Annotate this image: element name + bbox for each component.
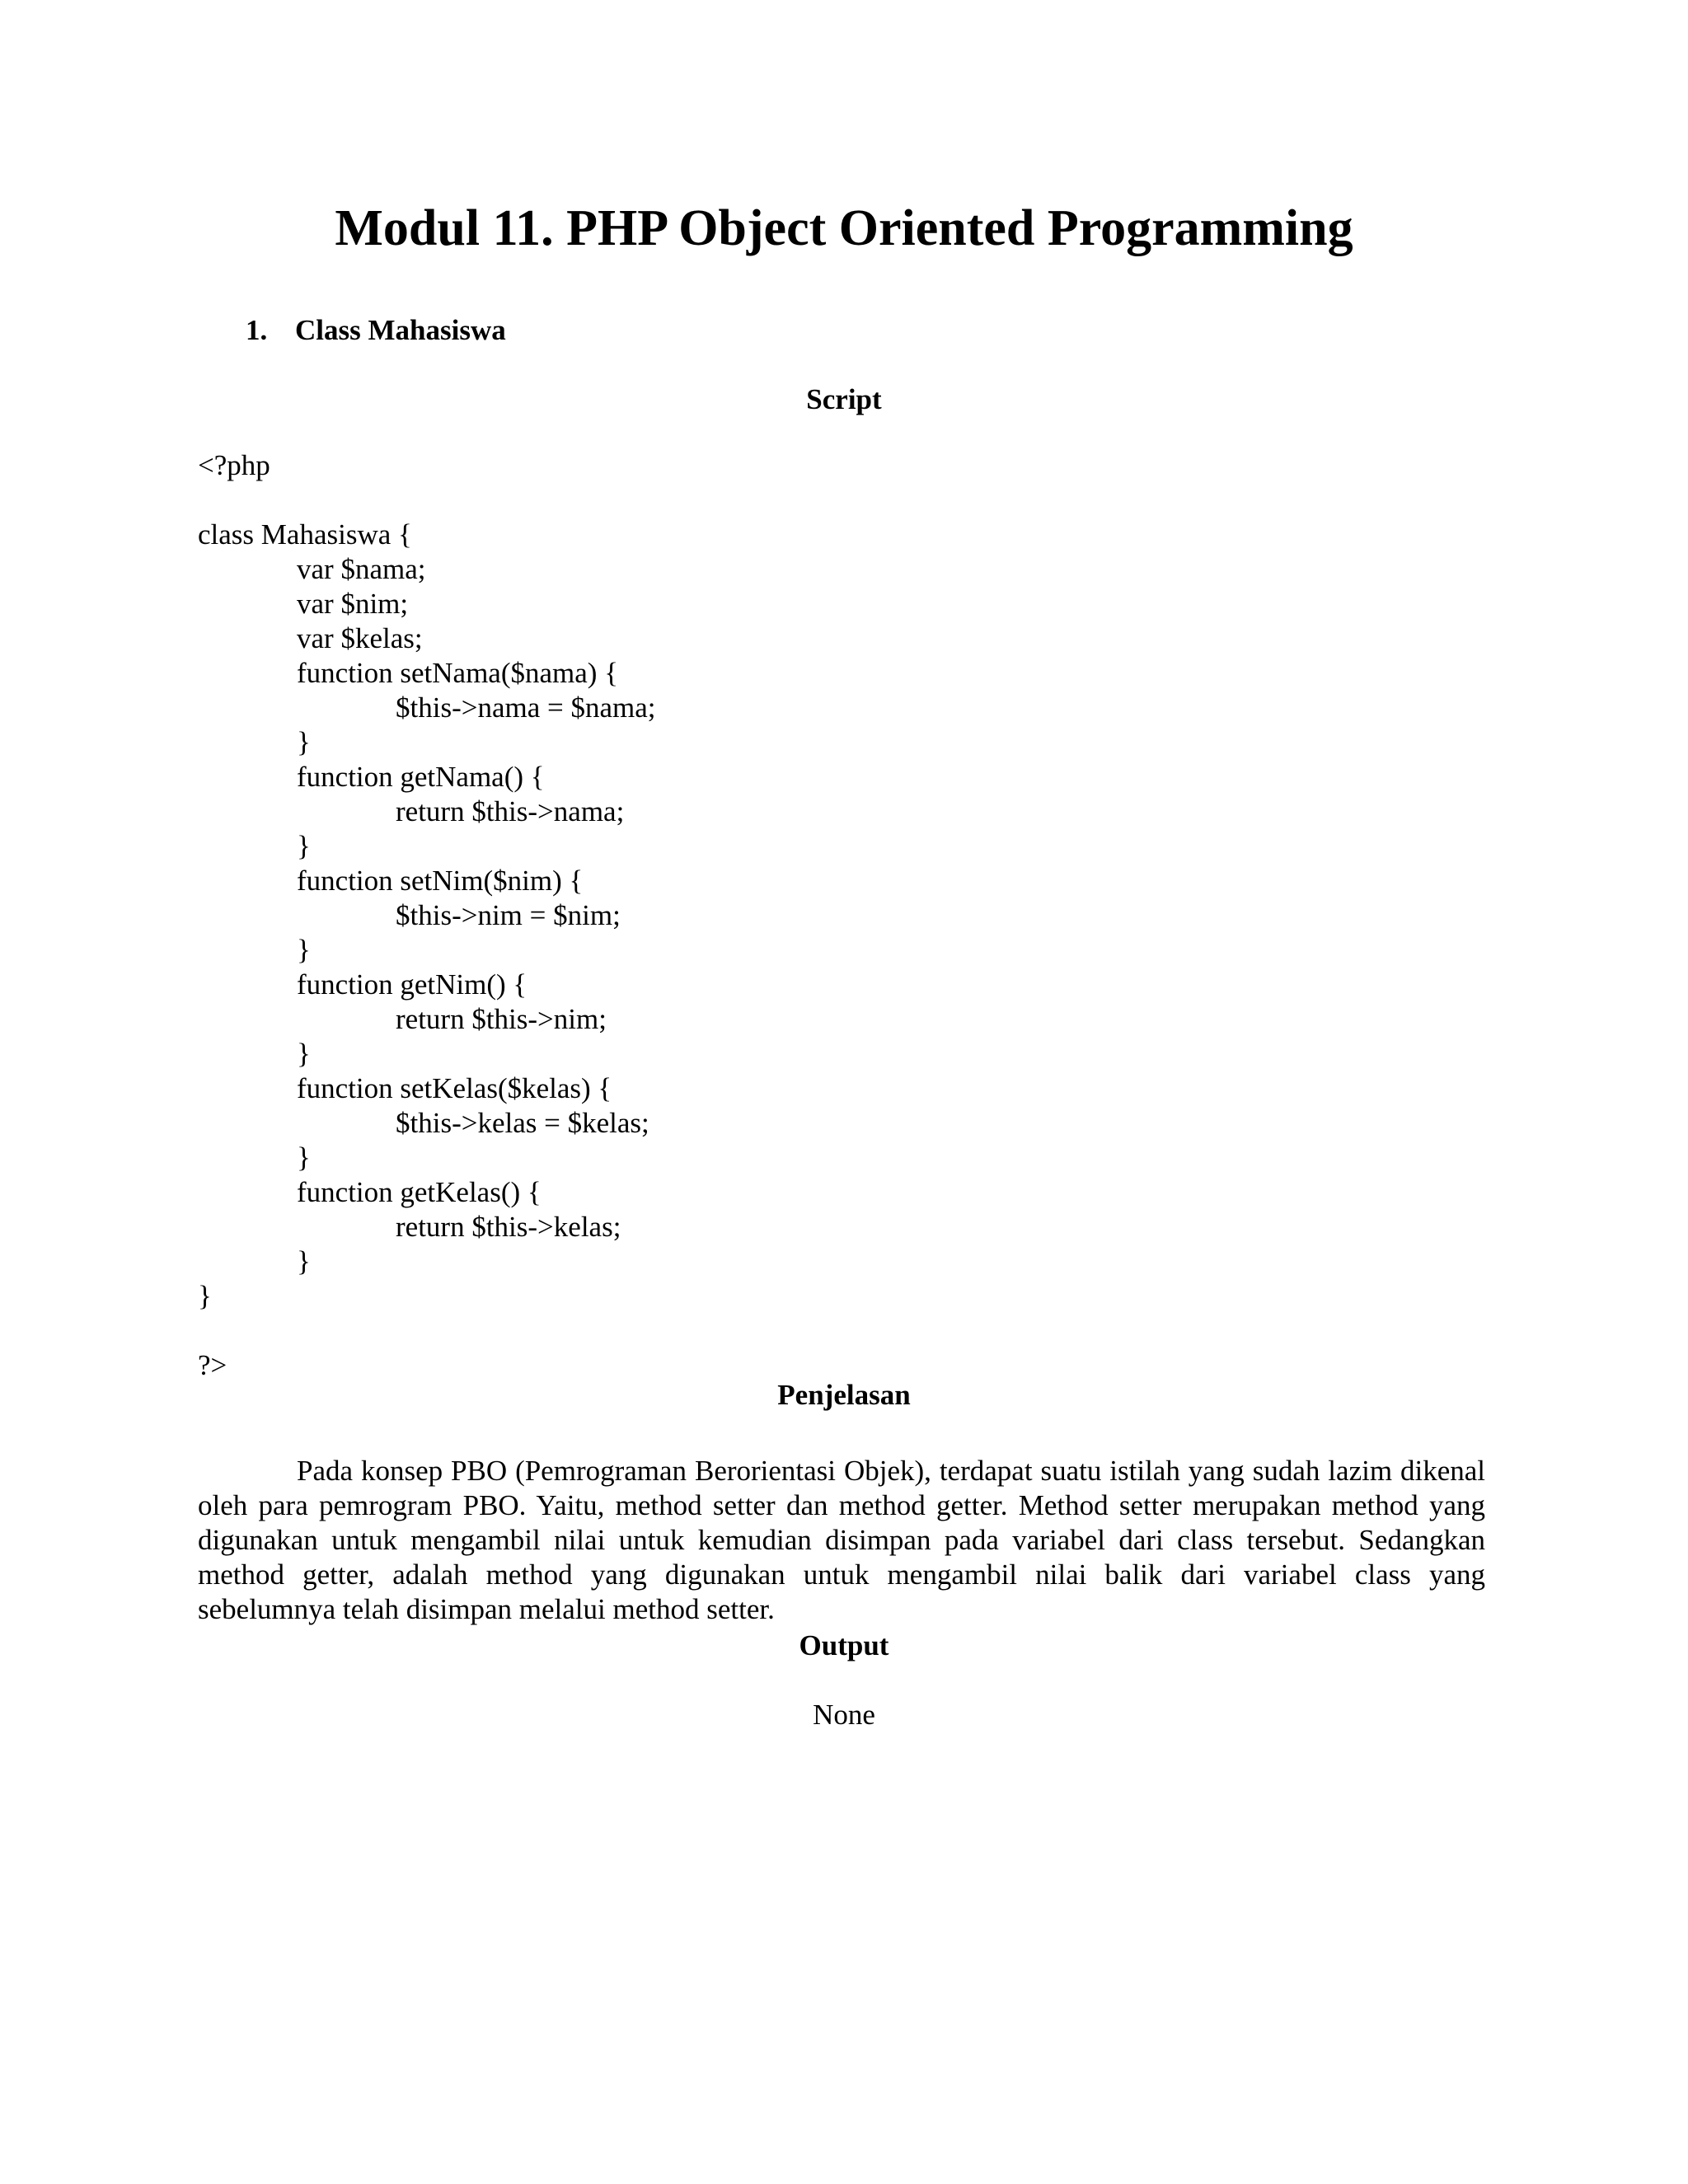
- explanation-label: Penjelasan: [777, 1379, 911, 1411]
- document-title: Modul 11. PHP Object Oriented Programming: [335, 200, 1353, 256]
- code-line: function setNama($nama) {: [297, 657, 618, 689]
- code-line: function getKelas() {: [297, 1176, 542, 1208]
- code-line: function setKelas($kelas) {: [297, 1072, 612, 1104]
- code-line: return $this->nama;: [396, 795, 625, 827]
- code-line: }: [297, 1245, 311, 1277]
- code-line: ?>: [198, 1349, 227, 1381]
- code-line: var $nim;: [297, 588, 409, 620]
- output-value: None: [813, 1699, 875, 1731]
- code-line: }: [297, 830, 311, 862]
- code-line: $this->kelas = $kelas;: [396, 1107, 649, 1139]
- explanation-paragraph: Pada konsep PBO (Pemrograman Berorientasi Objek), terdapat suatu istilah yang sudah lazim dikenal oleh para pemrogram PBO. Yaitu, method setter dan method getter. Method setter merupakan method yang digunakan untuk mengambil nilai untuk kemudian disimpan pada variabel dari class tersebut. Sedangkan method getter, adalah method yang digunakan untuk mengambil nilai balik dari variabel class yang sebelumnya telah disimpan melalui method setter.: [198, 1455, 1485, 1625]
- code-line: }: [297, 1038, 311, 1070]
- code-line: function getNama() {: [297, 761, 545, 793]
- code-line: function getNim() {: [297, 968, 528, 1001]
- script-label: Script: [806, 383, 882, 415]
- code-line: [198, 483, 1517, 518]
- code-line: [198, 1314, 1517, 1348]
- code-line: }: [198, 1280, 212, 1312]
- code-line: function setNim($nim) {: [297, 865, 584, 897]
- code-line: <?php: [198, 449, 270, 481]
- code-line: $this->nama = $nama;: [396, 691, 656, 724]
- code-line: return $this->kelas;: [396, 1211, 621, 1243]
- code-line: }: [297, 1141, 311, 1174]
- code-line: return $this->nim;: [396, 1003, 607, 1035]
- output-label: Output: [799, 1629, 889, 1661]
- section-title: Class Mahasiswa: [295, 314, 506, 346]
- code-line: var $kelas;: [297, 622, 423, 654]
- code-line: }: [297, 726, 311, 758]
- code-block: [198, 448, 1517, 1383]
- code-line: }: [297, 934, 311, 966]
- code-line: class Mahasiswa {: [198, 518, 412, 551]
- section-heading: [246, 310, 506, 351]
- code-line: $this->nim = $nim;: [396, 899, 621, 931]
- section-number: 1.: [246, 314, 268, 346]
- code-line: var $nama;: [297, 553, 426, 585]
